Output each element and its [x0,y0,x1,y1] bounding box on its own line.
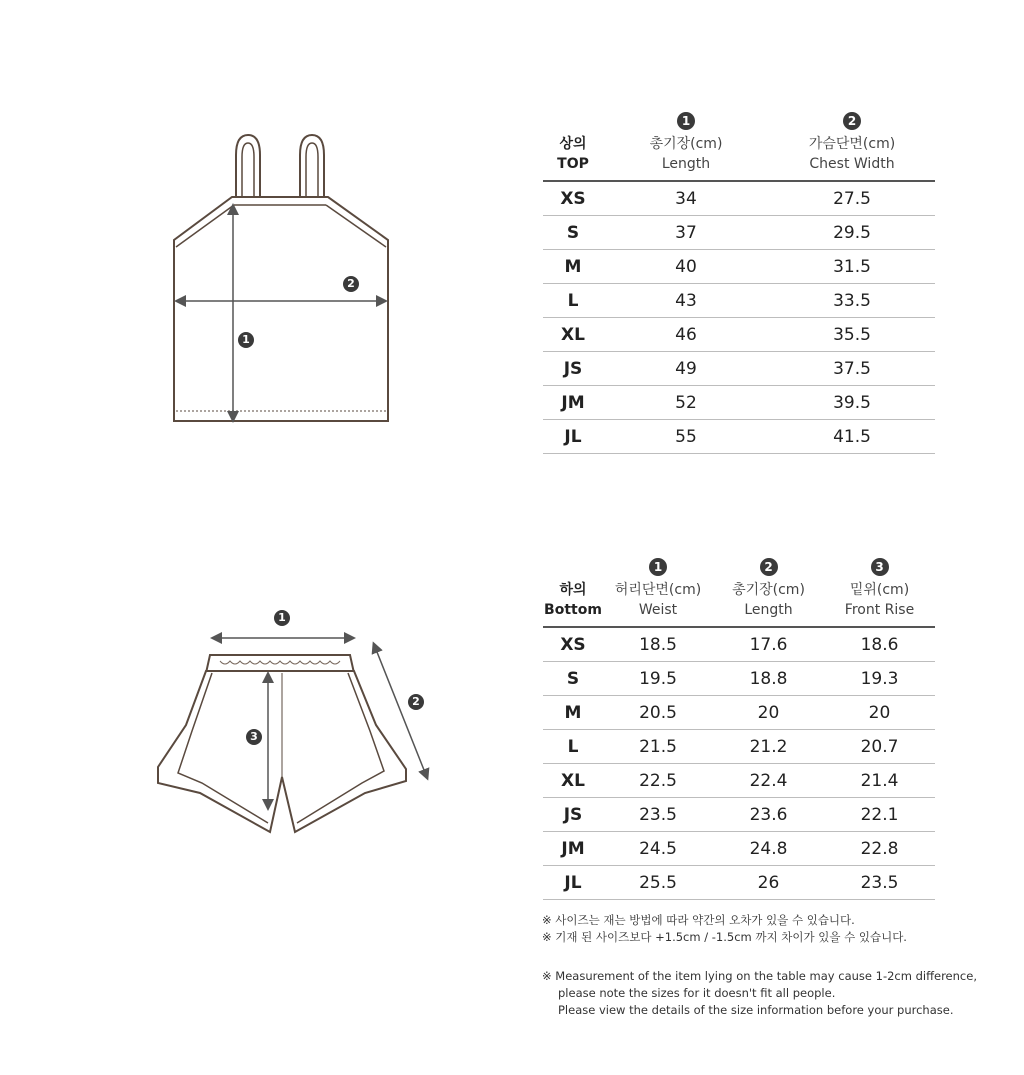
note-line: ※ Measurement of the item lying on the table may cause 1-2cm difference, [542,969,977,983]
value-cell: 40 [675,256,697,277]
table-row [543,730,935,764]
table-row [543,250,935,284]
table-row [543,798,935,832]
value-cell: 17.6 [749,634,788,655]
camisole-illustration [160,125,400,435]
top-size-table [543,96,935,454]
table-row [543,181,935,216]
column-label-kr: 허리단면(cm) [614,582,702,598]
top-garment-diagram [160,125,400,435]
bottom-category-label [543,542,603,627]
size-cell: XS [560,188,586,209]
table-row [543,866,935,900]
table-row [543,352,935,386]
bottom-col-length [713,542,824,627]
value-cell: 46 [675,324,697,345]
value-cell: 23.5 [860,872,899,893]
value-cell: 31.5 [833,256,871,277]
value-cell: 22.5 [639,770,677,791]
value-cell: 18.6 [860,634,899,655]
column-marker: 2 [843,112,861,130]
table-row [543,216,935,250]
bottom-length-marker: 2 [408,694,424,710]
table-row [543,420,935,454]
table-row [543,832,935,866]
column-marker: 1 [649,558,667,576]
value-cell: 43 [675,290,697,311]
table-row [543,764,935,798]
column-marker: 1 [677,112,695,130]
column-label-en: Front Rise [844,602,915,618]
column-label-en: Length [661,156,711,172]
bottom-size-table [543,542,935,900]
value-cell: 55 [675,426,697,447]
column-label-kr: 총기장(cm) [732,582,805,598]
top-chest-marker: 2 [343,276,359,292]
top-length-marker: 1 [238,332,254,348]
value-cell: 33.5 [833,290,871,311]
value-cell: 29.5 [833,222,871,243]
column-label-kr: 밑위(cm) [849,582,910,598]
size-cell: M [564,256,582,277]
column-label-en: Chest Width [809,156,895,172]
value-cell: 20 [868,702,891,723]
note-line: Please view the details of the size information before your purchase. [558,1003,954,1017]
column-marker: 3 [871,558,889,576]
size-cell: JM [561,392,585,413]
size-cell: JM [561,838,585,859]
top-col-length [603,96,769,181]
note-line: ※ 사이즈는 재는 방법에 따라 약간의 오차가 있을 수 있습니다. [542,913,855,927]
bottom-col-rise [824,542,935,627]
bottom-table-header [543,542,935,627]
table-row [543,386,935,420]
note-line: please note the sizes for it doesn't fit all people. [558,986,836,1000]
value-cell: 22.4 [749,770,788,791]
table-row [543,284,935,318]
value-cell: 23.6 [749,804,788,825]
value-cell: 21.4 [860,770,899,791]
value-cell: 37.5 [833,358,871,379]
value-cell: 41.5 [833,426,871,447]
top-label-en: TOP [557,156,589,172]
column-label-kr: 총기장(cm) [649,136,723,152]
value-cell: 24.8 [749,838,788,859]
table-row [543,696,935,730]
size-cell: JL [564,872,582,893]
column-marker: 2 [760,558,778,576]
column-label-en: Length [744,602,793,618]
value-cell: 18.8 [749,668,788,689]
bottom-label-kr: 하의 [559,582,587,598]
note-line: ※ 기재 된 사이즈보다 +1.5cm / -1.5cm 까지 차이가 있을 수 있습니다. [542,930,907,944]
value-cell: 52 [675,392,697,413]
top-table-header [543,96,935,181]
value-cell: 49 [675,358,697,379]
value-cell: 37 [675,222,697,243]
value-cell: 19.5 [639,668,677,689]
size-cell: L [567,736,579,757]
notes-korean [542,912,907,946]
value-cell: 21.5 [639,736,677,757]
table-row [543,318,935,352]
value-cell: 21.2 [749,736,788,757]
value-cell: 19.3 [860,668,899,689]
value-cell: 20 [757,702,780,723]
value-cell: 18.5 [639,634,677,655]
size-cell: S [566,668,580,689]
column-label-kr: 가슴단면(cm) [808,136,896,152]
value-cell: 20.7 [860,736,899,757]
value-cell: 24.5 [639,838,677,859]
value-cell: 22.8 [860,838,899,859]
notes-english [542,968,977,1019]
size-cell: XL [561,770,585,791]
bottom-col-waist [603,542,713,627]
value-cell: 26 [757,872,780,893]
size-cell: M [564,702,582,723]
size-cell: JS [563,358,583,379]
value-cell: 27.5 [833,188,871,209]
value-cell: 22.1 [860,804,899,825]
size-cell: XL [561,324,585,345]
bottom-waist-marker: 1 [274,610,290,626]
bottom-label-en: Bottom [544,602,602,618]
value-cell: 25.5 [639,872,677,893]
column-label-en: Weist [638,602,678,618]
value-cell: 20.5 [639,702,677,723]
size-cell: JS [563,804,583,825]
value-cell: 35.5 [833,324,871,345]
table-row [543,662,935,696]
top-col-chest [769,96,935,181]
bottom-rise-marker: 3 [246,729,262,745]
top-category-label [543,96,603,181]
size-cell: JL [564,426,582,447]
value-cell: 23.5 [639,804,677,825]
value-cell: 39.5 [833,392,871,413]
table-row [543,627,935,662]
value-cell: 34 [675,188,697,209]
size-cell: L [567,290,579,311]
size-cell: S [566,222,580,243]
bottom-garment-diagram [150,605,440,840]
top-label-kr: 상의 [559,136,587,152]
size-cell: XS [560,634,586,655]
shorts-illustration [150,605,440,840]
